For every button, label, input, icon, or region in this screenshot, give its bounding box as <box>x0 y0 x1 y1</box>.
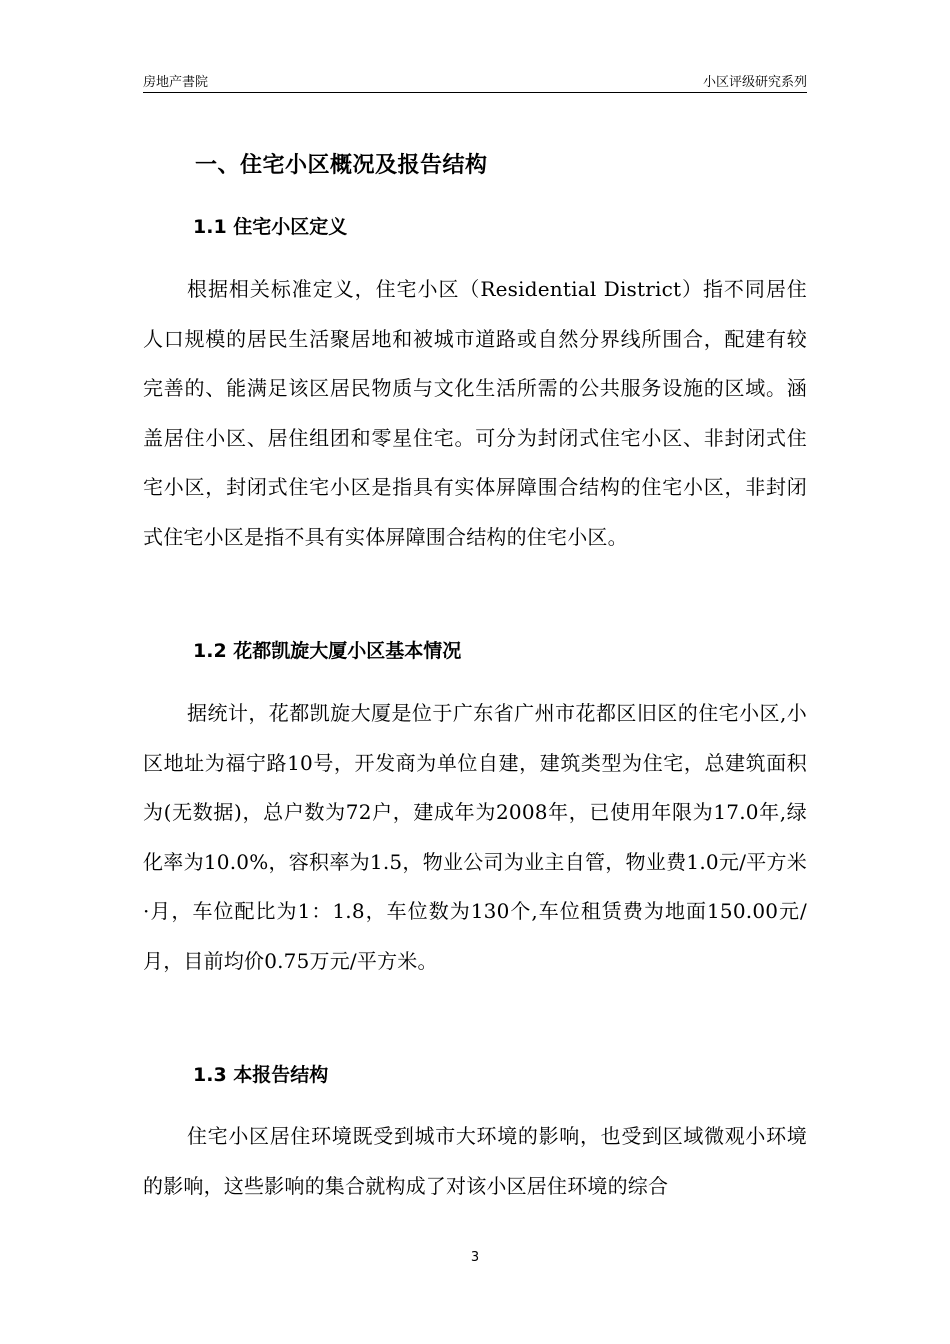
header-series: 小区评级研究系列 <box>702 75 807 90</box>
section-heading-1-2: 1.2 花都凯旋大厦小区基本情况 <box>193 640 462 662</box>
section-heading-1-3: 1.3 本报告结构 <box>193 1064 329 1086</box>
section-heading-1-1: 1.1 住宅小区定义 <box>193 216 348 238</box>
header-publisher: 房地产書院 <box>143 75 209 90</box>
section-paragraph-1-2: 据统计，花都凯旋大厦是位于广东省广州市花都区旧区的住宅小区,小区地址为福宁路10号，开发商为单位自建，建筑类型为住宅，总建筑面积为(无数据)，总户数为72户，建成年为2008年，已使用年限为17.0年,绿化率为10.0%，容积率为1.5，物业公司为业主自管，物业费1.0元/平方米·月，车位配比为1：1.8，车位数为130个,车位租赁费为地面150.00元/月，目前均价0.75万元/平方米。 <box>143 701 807 973</box>
section-paragraph-1-3: 住宅小区居住环境既受到城市大环境的影响，也受到区域微观小环境的影响，这些影响的集合就构成了对该小区居住环境的综合 <box>143 1124 807 1198</box>
page-number: 3 <box>470 1250 480 1265</box>
page-header <box>143 68 807 93</box>
chapter-title: 一、住宅小区概况及报告结构 <box>195 153 488 178</box>
section-paragraph-1-1: 根据相关标准定义，住宅小区（Residential District）指不同居住人口规模的居民生活聚居地和被城市道路或自然分界线所围合，配建有较完善的、能满足该区居民物质与文化生活所需的公共服务设施的区域。涵盖居住小区、居住组团和零星住宅。可分为封闭式住宅小区、非封闭式住宅小区，封闭式住宅小区是指具有实体屏障围合结构的住宅小区，非封闭式住宅小区是指不具有实体屏障围合结构的住宅小区。 <box>143 277 807 549</box>
